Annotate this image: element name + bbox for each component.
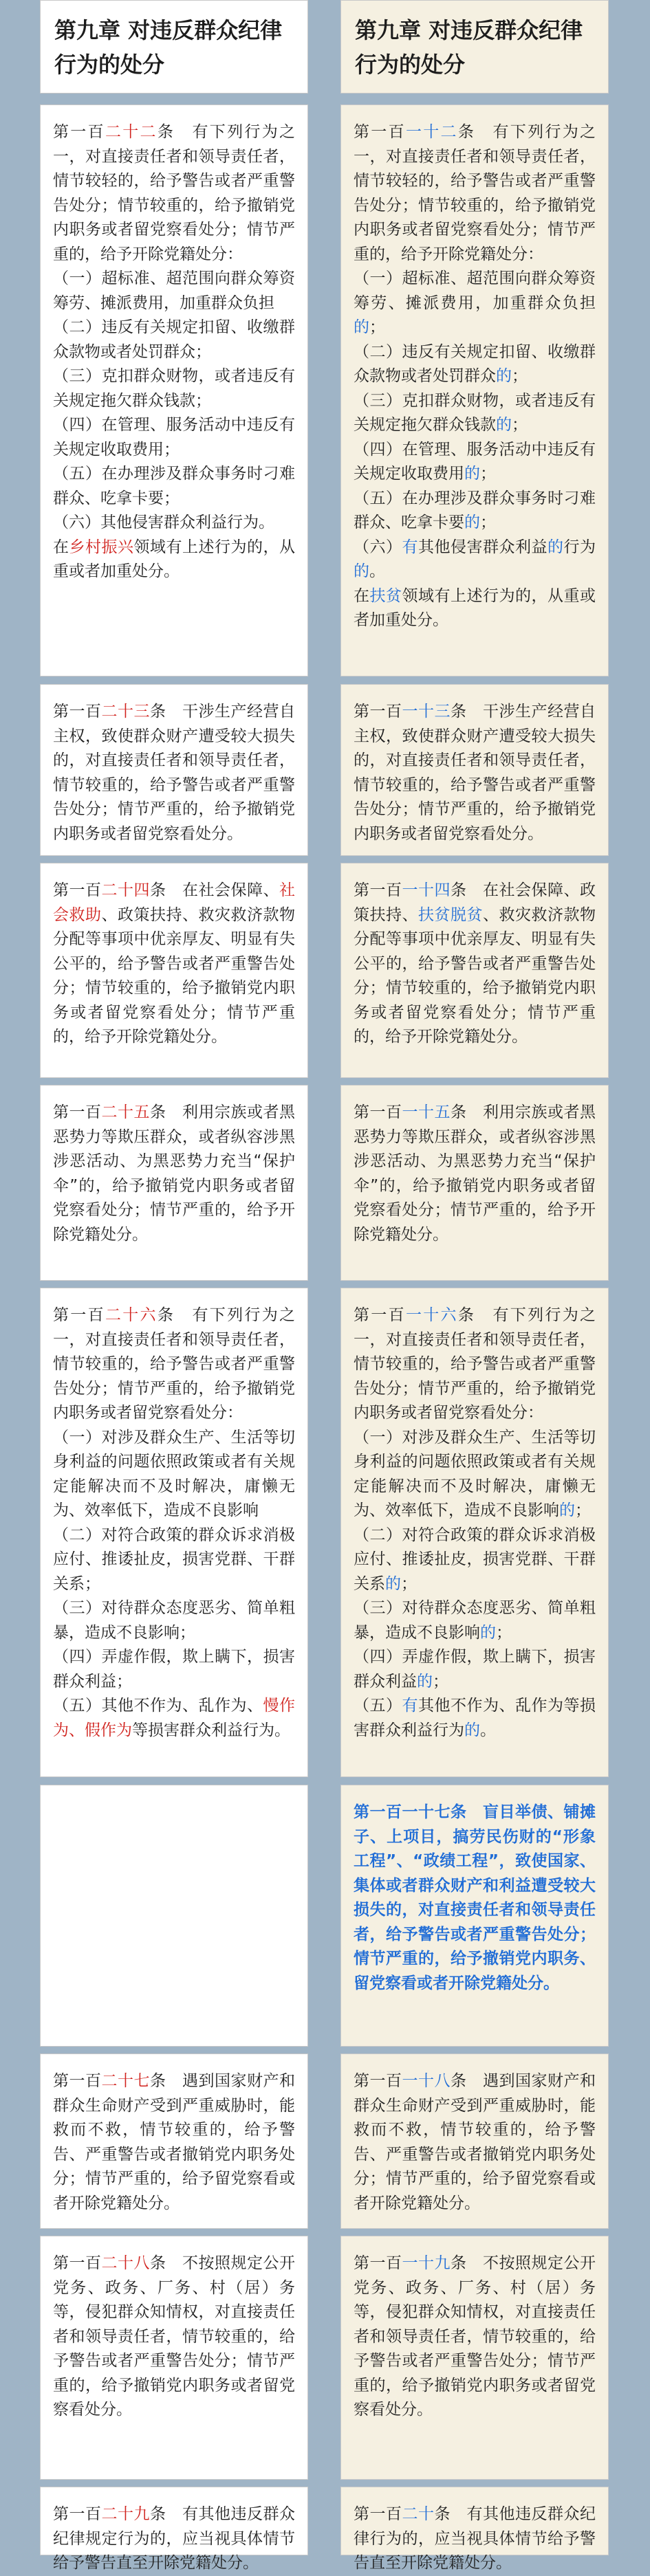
- right-article-117: 第一百一十七条 盲目举债、铺摊子、上项目，搞劳民伤财的“形象工程”、“政绩工程”，致使国家、集体或者群众财产和利益遭受较大损失的，对直接责任者和领导责任者，给予警告或者严重警告处分；情节严重的，给予撤销党内职务、留党察看或者开除党籍处分。: [340, 1785, 609, 2047]
- left-article-122-item-4: （四）在管理、服务活动中违反有关规定收取费用；: [53, 416, 295, 459]
- left-article-122-item-3: （三）克扣群众财物，或者违反有关规定拖欠群众钱款；: [53, 367, 295, 410]
- left-article-126: 第一百二十六条 有下列行为之一，对直接责任者和领导责任者，情节较重的，给予警告或者严重警告处分；情节严重的，给予撤销党内职务或者留党察看处分： （一）对涉及群众生产、生活等切身利益的问题依照政策或者有关规定能解决而不及时解决，庸懒无为、效率低下，造成不良影响 （二）对符合政策的群众诉求消极应付、推诿扯皮，损害党群、干群关系； （三）对待群众态度恶劣、简单粗暴，造成不良影响； （四）弄虚作假，欺上瞒下，损害群众利益； （五）其他不作为、乱作为、慢作为、假作为等损害群众利益行为。: [40, 1288, 308, 1777]
- left-article-124: 第一百二十四条 在社会保障、社会救助、政策扶持、救灾救济款物分配等事项中优亲厚友、明显有失公平的，给予警告或者严重警告处分；情节较重的，给予撤销党内职务或者留党察看处分；情节严重的，给予开除党籍处分。: [40, 863, 308, 1078]
- right-article-116-item-4: （四）弄虚作假，欺上瞒下，损害群众利益的；: [354, 1648, 596, 1691]
- left-article-122-item-1: （一）超标准、超范围向群众筹资筹劳、摊派费用，加重群众负担: [53, 269, 295, 312]
- right-article-114: 第一百一十四条 在社会保障、政策扶持、扶贫脱贫、救灾救济款物分配等事项中优亲厚友、明显有失公平的，给予警告或者严重警告处分；情节较重的，给予撤销党内职务或者留党察看处分；情节严重的，给予开除党籍处分。: [340, 863, 609, 1078]
- right-article-112-note: 在扶贫领域有上述行为的，从重或者加重处分。: [354, 586, 596, 629]
- right-article-116: 第一百一十六条 有下列行为之一，对直接责任者和领导责任者，情节较重的，给予警告或者严重警告处分；情节严重的，给予撤销党内职务或者留党察看处分： （一）对涉及群众生产、生活等切身利益的问题依照政策或者有关规定能解决而不及时解决，庸懒无为、效率低下，造成不良影响的； （二）对符合政策的群众诉求消极应付、推诿扯皮，损害党群、干群关系的； （三）对待群众态度恶劣、简单粗暴，造成不良影响的； （四）弄虚作假，欺上瞒下，损害群众利益的； （五）有其他不作为、乱作为等损害群众利益行为的。: [340, 1288, 609, 1777]
- right-article-112: 第一百一十二条 有下列行为之一，对直接责任者和领导责任者，情节较轻的，给予警告或者严重警告处分；情节较重的，给予撤销党内职务或者留党察看处分；情节严重的，给予开除党籍处分： （一）超标准、超范围向群众筹资筹劳、摊派费用，加重群众负担的； （二）违反有关规定扣留、收缴群众款物或者处罚群众的； （三）克扣群众财物，或者违反有关规定拖欠群众钱款的； （四）在管理、服务活动中违反有关规定收取费用的； （五）在办理涉及群众事务时刁难群众、吃拿卡要的； （六）有其他侵害群众利益的行为的。 在扶贫领域有上述行为的，从重或者加重处分。: [340, 104, 609, 676]
- right-article-113: 第一百一十三条 干涉生产经营自主权，致使群众财产遭受较大损失的，对直接责任者和领导责任者，情节较重的，给予警告或者严重警告处分；情节严重的，给予撤销党内职务或者留党察看处分。: [340, 684, 609, 856]
- left-empty-cell: [40, 1785, 308, 2047]
- right-article-112-item-3: （三）克扣群众财物，或者违反有关规定拖欠群众钱款的；: [354, 391, 596, 434]
- left-article-125: 第一百二十五条 利用宗族或者黑恶势力等欺压群众，或者纵容涉黑涉恶活动、为黑恶势力充当“保护伞”的，给予撤销党内职务或者留党察看处分；情节严重的，给予开除党籍处分。: [40, 1085, 308, 1281]
- right-article-112-item-4: （四）在管理、服务活动中违反有关规定收取费用的；: [354, 440, 596, 483]
- right-article-112-item-6: （六）有其他侵害群众利益的行为的。: [354, 538, 596, 580]
- left-article-127: 第一百二十七条 遇到国家财产和群众生命财产受到严重威胁时，能救而不救，情节较重的，给予警告、严重警告或者撤销党内职务处分；情节严重的，给予留党察看或者开除党籍处分。: [40, 2054, 308, 2229]
- left-article-122-note: 在乡村振兴领域有上述行为的，从重或者加重处分。: [53, 538, 295, 580]
- right-article-120: 第一百二十条 有其他违反群众纪律行为的，应当视具体情节给予警告直至开除党籍处分。: [340, 2487, 609, 2555]
- right-article-119: 第一百一十九条 不按照规定公开党务、政务、厂务、村（居）务等，侵犯群众知情权，对直接责任者和领导责任者，情节较重的，给予警告或者严重警告处分；情节严重的，给予撤销党内职务或者留党察看处分。: [340, 2236, 609, 2480]
- left-article-126-item-5: （五）其他不作为、乱作为、慢作为、假作为等损害群众利益行为。: [53, 1697, 295, 1739]
- right-article-116-item-3: （三）对待群众态度恶劣、简单粗暴，造成不良影响的；: [354, 1599, 596, 1642]
- left-article-128: 第一百二十八条 不按照规定公开党务、政务、厂务、村（居）务等，侵犯群众知情权，对直接责任者和领导责任者，情节较重的，给予警告或者严重警告处分；情节严重的，给予撤销党内职务或者留党察看处分。: [40, 2236, 308, 2480]
- right-article-112-item-2: （二）违反有关规定扣留、收缴群众款物或者处罚群众的；: [354, 342, 596, 385]
- right-article-115: 第一百一十五条 利用宗族或者黑恶势力等欺压群众，或者纵容涉黑涉恶活动、为黑恶势力充当“保护伞”的，给予撤销党内职务或者留党察看处分；情节严重的，给予开除党籍处分。: [340, 1085, 609, 1281]
- left-article-126-item-4: （四）弄虚作假，欺上瞒下，损害群众利益；: [53, 1648, 295, 1691]
- right-article-116-item-1: （一）对涉及群众生产、生活等切身利益的问题依照政策或者有关规定能解决而不及时解决，庸懒无为、效率低下，造成不良影响的；: [354, 1428, 596, 1519]
- left-article-122: [40, 104, 308, 676]
- left-chapter-title: 第九章 对违反群众纪律行为的处分: [40, 0, 308, 93]
- left-column: [40, 0, 308, 2572]
- right-article-112-item-1: （一）超标准、超范围向群众筹资筹劳、摊派费用，加重群众负担的；: [354, 269, 596, 336]
- right-article-116-item-5: （五）有其他不作为、乱作为等损害群众利益行为的。: [354, 1697, 596, 1739]
- right-article-118: 第一百一十八条 遇到国家财产和群众生命财产受到严重威胁时，能救而不救，情节较重的，给予警告、严重警告或者撤销党内职务处分；情节严重的，给予留党察看或者开除党籍处分。: [340, 2054, 609, 2229]
- left-article-123: 第一百二十三条 干涉生产经营自主权，致使群众财产遭受较大损失的，对直接责任者和领导责任者，情节较重的，给予警告或者严重警告处分；情节严重的，给予撤销党内职务或者留党察看处分。: [40, 684, 308, 856]
- left-article-126-item-3: （三）对待群众态度恶劣、简单粗暴，造成不良影响；: [53, 1599, 295, 1642]
- left-article-126-item-1: （一）对涉及群众生产、生活等切身利益的问题依照政策或者有关规定能解决而不及时解决，庸懒无为、效率低下，造成不良影响: [53, 1428, 295, 1519]
- left-article-129: 第一百二十九条 有其他违反群众纪律规定行为的，应当视具体情节给予警告直至开除党籍处分。: [40, 2487, 308, 2555]
- left-article-122-item-2: （二）违反有关规定扣留、收缴群众款物或者处罚群众；: [53, 318, 295, 361]
- left-article-122-item-6: （六）其他侵害群众利益行为。: [53, 514, 274, 531]
- left-article-126-item-2: （二）对符合政策的群众诉求消极应付、推诿扯皮，损害党群、干群关系；: [53, 1526, 295, 1593]
- left-article-122-intro: 第一百二十二条 有下列行为之一，对直接责任者和领导责任者，情节较轻的，给予警告或者严重警告处分；情节较重的，给予撤销党内职务或者留党察看处分；情节严重的，给予开除党籍处分：: [53, 123, 296, 263]
- right-article-116-item-2: （二）对符合政策的群众诉求消极应付、推诿扯皮，损害党群、干群关系的；: [354, 1526, 596, 1593]
- right-column: [340, 0, 609, 2572]
- left-article-122-item-5: （五）在办理涉及群众事务时刁难群众、吃拿卡要；: [53, 465, 295, 507]
- right-article-112-item-5: （五）在办理涉及群众事务时刁难群众、吃拿卡要的；: [354, 489, 596, 531]
- right-chapter-title: 第九章 对违反群众纪律行为的处分: [340, 0, 609, 93]
